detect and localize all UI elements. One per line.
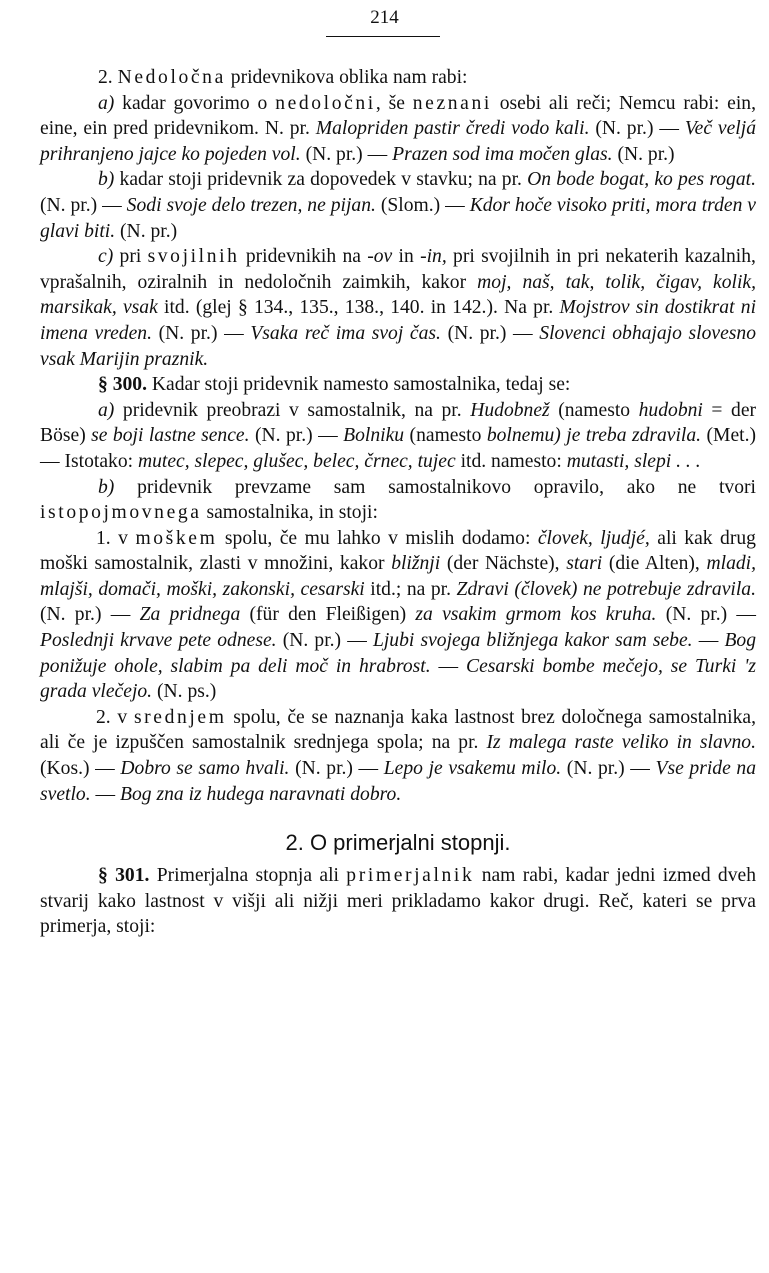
example-text: mutec, slepec, glušec, belec, črnec, tujec [137,450,456,472]
page-number: 214 [370,7,399,28]
spaced-term: moškem [135,527,218,549]
spaced-term: istopojmovnega [40,502,202,524]
example-text: Sodi svoje delo trezen, ne pijan. [126,194,376,216]
example-text: Vsaka reč ima svoj čas. [250,322,441,344]
section-301: § 301. Primerjalna stopnja ali primerjalnik nam rabi, kadar jedni izmed dveh stvarij kako lastnost v višji ali nižji meri prikladamo kakor drugi. Reč, kateri se prva primerja, stoji: [40,865,757,938]
spaced-term: svojilnih [147,246,240,268]
example-text: Mojstrov sin dostikrat ni imena vreden. [40,297,757,344]
header-rule [326,36,440,37]
example-text: Lepo je vsakemu milo. [383,758,562,780]
example-text: Vse pride na svetlo. [40,758,756,805]
spaced-term: Nedoločna [117,67,226,88]
paragraph-300-a: a) pridevnik preobrazi v samostalnik, na pr. Hudobnež (namesto hudobni = der Böse) se boji lastne sence. (N. pr.) — Bolniku (namesto bolnemu) je treba zdravila. (Met.) — Istotako: mutec, slepec, glušec, belec, črnec, tujec itd. namesto: mutasti, slepi . . . [40,399,757,472]
spaced-term: nedoločni [275,92,376,114]
example-text: se boji lastne sence. [91,425,250,447]
paragraph-c: c) pri svojilnih pridevnikih na -ov in -in, pri svojilnih in pri nekaterih kazalnih, vprašalnih, oziralnih in nedoločnih zaimkih, kakor moj, naš, tak, tolik, čigav, kolik, marsikak, vsak itd. (glej § 134., 135., 138., 140. in 142.). Na pr. Mojstrov sin dostikrat ni imena vreden. (N. pr.) — Vsaka reč ima svoj čas. (N. pr.) — Slovenci obhajajo slovesno vsak Marijin praznik. [40,246,757,370]
page-body [40,65,756,940]
section-300: § 300. Kadar stoji pridevnik namesto samostalnika, tedaj se: [98,374,571,396]
item-label: a) [98,399,115,421]
example-text: za vsakim grmom kos kruha. [415,604,657,626]
item-label: c) [98,246,114,268]
paragraph-indefinite-form: 2. Nedoločna pridevnikova oblika nam rabi: [98,67,468,88]
item-label: b) [98,476,115,498]
section-mark: § 300. [98,374,147,396]
example-text: Bolniku [343,425,405,447]
example-text: Ljubi svojega bližnjega kakor sam sebe. [372,630,693,652]
paragraph-a: a) kadar govorimo o nedoločni, še neznani osebi ali reči; Nemcu rabi: ein, eine, ein pred pridevnikom. N. pr. Malopriden pastir čredi vodo kali. (N. pr.) — Več veljá prihranjeno jajce ko pojeden vol. (N. pr.) — Prazen sod ima močen glas. (N. pr.) [40,92,756,165]
spaced-term: primerjalnik [346,865,475,887]
example-text: Hudobnež [470,399,550,421]
example-text: Cesarski bombe mečejo, se Turki 'z grada vlečejo. [40,655,757,703]
example-text: Za pridnega [139,604,241,626]
example-text: je treba zdravila. [566,425,702,447]
spaced-term: neznani [412,92,492,114]
section-mark: § 301. [98,865,150,887]
section-heading: 2. O primerjalni stopnji. [285,830,511,856]
example-text: Kdor hoče visoko priti, mora trden v glavi biti. [40,194,757,242]
spaced-term: srednjem [133,706,227,728]
example-text: Malopriden pastir čredi vodo kali. [315,118,590,140]
list-item-neuter: 2. v srednjem spolu, če se naznanja kaka lastnost brez določnega samostalnika, ali če je izpuščen samostalnik srednjega spola; na pr. Iz malega raste veliko in slavno. (Kos.) — Dobro se samo hvali. (N. pr.) — Lepo je vsakemu milo. (N. pr.) — Vse pride na svetlo. — Bog zna iz hudega naravnati dobro. [40,706,756,805]
item-label: b) [98,169,115,191]
paragraph-b: b) kadar stoji pridevnik za dopovedek v stavku; na pr. On bode bogat, ko pes rogat. (N. pr.) — Sodi svoje delo trezen, ne pijan. (Slom.) — Kdor hoče visoko priti, mora trden v glavi biti. (N. pr.) [40,169,757,242]
example-text: Iz malega raste veliko in slavno. [486,732,756,754]
example-text: Dobro se samo hvali. [120,758,290,780]
example-text: Zdravi (človek) ne potrebuje zdravila. [456,578,756,600]
example-text: Slovenci obhajajo slovesno vsak Marijin praznik. [40,322,757,370]
list-item-masculine: 1. v moškem spolu, če mu lahko v mislih dodamo: človek, ljudjé, ali kak drug moški samostalnik, zlasti v množini, kakor bližnji (der Nächste), stari (die Alten), mladi, mlajši, domači, moški, zakonski, cesarski itd.; na pr. Zdravi (človek) ne potrebuje zdravila. (N. pr.) — Za pridnega (für den Fleißigen) za vsakim grmom kos kruha. (N. pr.) — Poslednji krvave pete odnese. (N. pr.) — Ljubi svojega bližnjega kakor sam sebe. — Bog ponižuje ohole, slabim pa deli moč in hrabrost. — Cesarski bombe mečejo, se Turki 'z grada vlečejo. (N. ps.) [40,527,757,703]
paragraph-300-b: b) pridevnik prevzame sam samostalnikovo opravilo, ako ne tvori istopojmovnega samostalnika, in stoji: [40,476,756,524]
example-text: On bode bogat, ko pes rogat. [527,169,756,191]
example-text: Prazen sod ima močen glas. [392,143,613,165]
example-text: Več veljá prihranjeno jajce ko pojeden vol. [40,118,756,165]
item-label: a) [98,92,115,114]
example-text: moj, naš, tak, tolik, čigav, kolik, marsikak, vsak [40,271,756,319]
example-text: Poslednji krvave pete odnese. [40,630,277,652]
example-text: mutasti, slepi . . . [566,450,701,472]
example-text: Bog zna iz hudega naravnati dobro. [120,783,402,805]
example-text: Bog ponižuje ohole, slabim pa deli moč in hrabrost. [40,630,756,677]
example-text: mladi, mlajši, domači, moški, zakonski, cesarski [40,553,756,600]
example-text: človek, ljudjé, [537,527,650,549]
